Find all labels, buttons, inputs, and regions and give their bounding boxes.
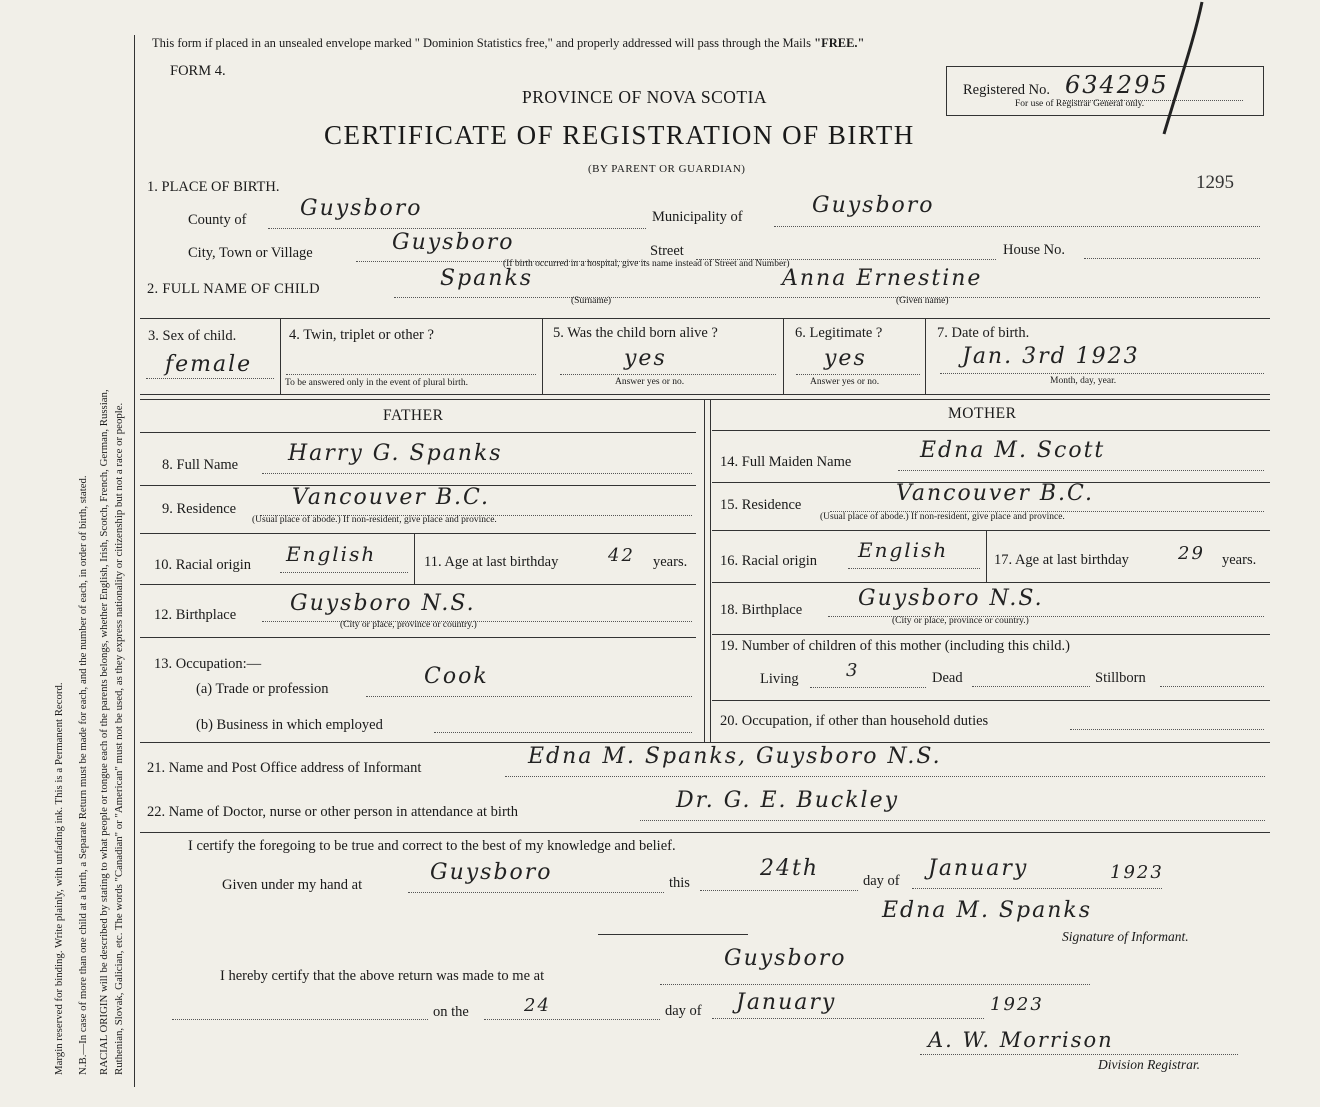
sex-label: 3. Sex of child. bbox=[148, 328, 237, 344]
registrar-signature: A. W. Morrison bbox=[928, 1028, 1114, 1052]
sex-value: female bbox=[165, 352, 253, 377]
twin-note: To be answered only in the event of plural birth. bbox=[285, 378, 468, 388]
informant-signature: Edna M. Spanks bbox=[882, 898, 1092, 923]
province-heading: PROVINCE OF NOVA SCOTIA bbox=[522, 87, 768, 107]
ink-stroke-icon bbox=[1150, 0, 1210, 140]
given-place: Guysboro bbox=[430, 860, 553, 885]
dob-value: Jan. 3rd 1923 bbox=[962, 344, 1140, 369]
mother-name-value: Edna M. Scott bbox=[920, 438, 1106, 463]
living-value: 3 bbox=[846, 660, 860, 681]
father-race-value: English bbox=[286, 542, 377, 566]
mother-residence-label: 15. Residence bbox=[720, 497, 802, 513]
county-value: Guysboro bbox=[300, 196, 423, 221]
hospital-note: (If birth occurred in a hospital, give its name instead of Street and Number) bbox=[503, 259, 790, 269]
twin-label: 4. Twin, triplet or other ? bbox=[289, 327, 434, 343]
father-name-value: Harry G. Spanks bbox=[288, 441, 503, 466]
registrar-statement: I hereby certify that the above return was made to me at bbox=[220, 968, 545, 984]
margin-border bbox=[134, 35, 135, 1087]
street-label: Street bbox=[650, 243, 684, 259]
mother-birthplace-label: 18. Birthplace bbox=[720, 602, 803, 618]
doctor-value: Dr. G. E. Buckley bbox=[676, 788, 900, 813]
father-years: years. bbox=[653, 554, 688, 570]
mother-residence-note: (Usual place of abode.) If non-resident, give place and province. bbox=[820, 512, 1065, 522]
postal-free: "FREE." bbox=[814, 36, 865, 50]
mother-years: years. bbox=[1222, 552, 1257, 568]
father-age-value: 42 bbox=[608, 545, 635, 566]
municipality-value: Guysboro bbox=[812, 193, 935, 218]
registrar-year: 1923 bbox=[990, 994, 1044, 1015]
given-label: Given under my hand at bbox=[222, 877, 363, 893]
margin-note-4: Ruthenian, Slovak, Galician, etc. The words "Canadian" or "American" must not be used, as they express nationality or citizenship but not a race or people. bbox=[113, 402, 125, 1075]
mother-heading: MOTHER bbox=[948, 405, 1017, 422]
father-residence-label: 9. Residence bbox=[162, 501, 237, 517]
informant-signature-caption: Signature of Informant. bbox=[1062, 929, 1189, 944]
dob-note: Month, day, year. bbox=[1050, 376, 1117, 386]
registrar-note: For use of Registrar General only. bbox=[1015, 99, 1145, 109]
place-heading: 1. PLACE OF BIRTH. bbox=[147, 179, 280, 195]
given-year: 1923 bbox=[1110, 862, 1164, 883]
certificate-subtitle: (BY PARENT OR GUARDIAN) bbox=[588, 163, 746, 175]
mother-race-label: 16. Racial origin bbox=[720, 553, 818, 569]
mother-residence-value: Vancouver B.C. bbox=[896, 481, 1095, 506]
mother-occupation-label: 20. Occupation, if other than household duties bbox=[720, 713, 989, 729]
dob-label: 7. Date of birth. bbox=[937, 325, 1030, 341]
county-label: County of bbox=[188, 212, 247, 228]
given-day: 24th bbox=[760, 856, 820, 881]
registrar-caption: Division Registrar. bbox=[1098, 1057, 1201, 1072]
mother-birthplace-note: (City or place, province or country.) bbox=[892, 616, 1029, 626]
children-count-label: 19. Number of children of this mother (including this child.) bbox=[720, 638, 1070, 654]
registered-label: Registered No. bbox=[963, 82, 1050, 98]
father-birthplace-note: (City or place, province or country.) bbox=[340, 620, 477, 630]
father-heading: FATHER bbox=[383, 407, 444, 424]
mother-name-label: 14. Full Maiden Name bbox=[720, 454, 852, 470]
father-residence-note: (Usual place of abode.) If non-resident, give place and province. bbox=[252, 515, 497, 525]
registered-number: 634295 bbox=[1065, 71, 1169, 99]
margin-note-1: Margin reserved for binding. Write plainly, with unfading ink. This is a Permanent Record. bbox=[53, 682, 65, 1075]
alive-label: 5. Was the child born alive ? bbox=[553, 325, 718, 341]
child-given-name: Anna Ernestine bbox=[782, 266, 983, 291]
given-caption: (Given name) bbox=[896, 296, 949, 306]
given-month: January bbox=[928, 856, 1029, 881]
this-label: this bbox=[669, 875, 690, 891]
city-label: City, Town or Village bbox=[188, 245, 313, 261]
father-name-label: 8. Full Name bbox=[162, 457, 239, 473]
city-value: Guysboro bbox=[392, 230, 515, 255]
child-surname: Spanks bbox=[440, 266, 534, 291]
margin-note-2: N.B.—In case of more than one child at a birth, a Separate Return must be made for each, and the number of each, in order of birth, stated. bbox=[77, 475, 89, 1075]
alive-value: yes bbox=[624, 346, 667, 371]
mother-birthplace-value: Guysboro N.S. bbox=[858, 586, 1044, 611]
informant-value: Edna M. Spanks, Guysboro N.S. bbox=[528, 744, 942, 769]
registrar-day: 24 bbox=[524, 995, 551, 1016]
father-race-label: 10. Racial origin bbox=[154, 557, 252, 573]
legitimate-label: 6. Legitimate ? bbox=[795, 325, 883, 341]
page-mark: 1295 bbox=[1196, 172, 1234, 193]
stillborn-label: Stillborn bbox=[1095, 670, 1146, 686]
day-of-label: day of bbox=[863, 873, 900, 889]
form-number: FORM 4. bbox=[170, 63, 226, 79]
legitimate-value: yes bbox=[824, 346, 867, 371]
informant-label: 21. Name and Post Office address of Informant bbox=[147, 760, 422, 776]
occupation-label: 13. Occupation:— bbox=[154, 656, 262, 672]
municipality-label: Municipality of bbox=[652, 209, 743, 225]
mother-age-label: 17. Age at last birthday bbox=[994, 552, 1129, 568]
doctor-label: 22. Name of Doctor, nurse or other person in attendance at birth bbox=[147, 804, 519, 820]
mother-race-value: English bbox=[858, 538, 949, 562]
surname-caption: (Surname) bbox=[571, 296, 612, 306]
legitimate-note: Answer yes or no. bbox=[810, 377, 880, 387]
living-label: Living bbox=[760, 671, 799, 687]
trade-label: (a) Trade or profession bbox=[196, 681, 329, 697]
child-name-label: 2. FULL NAME OF CHILD bbox=[147, 281, 320, 297]
trade-value: Cook bbox=[424, 664, 489, 689]
registrar-month: January bbox=[736, 990, 837, 1015]
certificate-title: CERTIFICATE OF REGISTRATION OF BIRTH bbox=[324, 120, 915, 150]
dead-label: Dead bbox=[932, 670, 963, 686]
father-birthplace-value: Guysboro N.S. bbox=[290, 591, 476, 616]
registrar-place: Guysboro bbox=[724, 946, 847, 971]
registration-box bbox=[946, 66, 1264, 116]
registrar-day-of-label: day of bbox=[665, 1003, 702, 1019]
father-age-label: 11. Age at last birthday bbox=[424, 554, 559, 570]
postal-note: This form if placed in an unsealed envelope marked " Dominion Statistics free," and properly addressed will pass through the Mails "FREE." bbox=[152, 36, 865, 50]
father-birthplace-label: 12. Birthplace bbox=[154, 607, 237, 623]
house-label: House No. bbox=[1003, 242, 1066, 258]
certify-statement: I certify the foregoing to be true and correct to the best of my knowledge and belief. bbox=[188, 838, 676, 854]
on-the-label: on the bbox=[433, 1004, 469, 1020]
mother-age-value: 29 bbox=[1178, 543, 1205, 564]
margin-note-3: RACIAL ORIGIN will be described by stating to what people or tongue each of the parents belongs, whether English, Irish, Scotch, French, German, Russian, bbox=[98, 389, 110, 1075]
father-residence-value: Vancouver B.C. bbox=[292, 485, 491, 510]
business-label: (b) Business in which employed bbox=[196, 717, 383, 733]
alive-note: Answer yes or no. bbox=[615, 377, 685, 387]
